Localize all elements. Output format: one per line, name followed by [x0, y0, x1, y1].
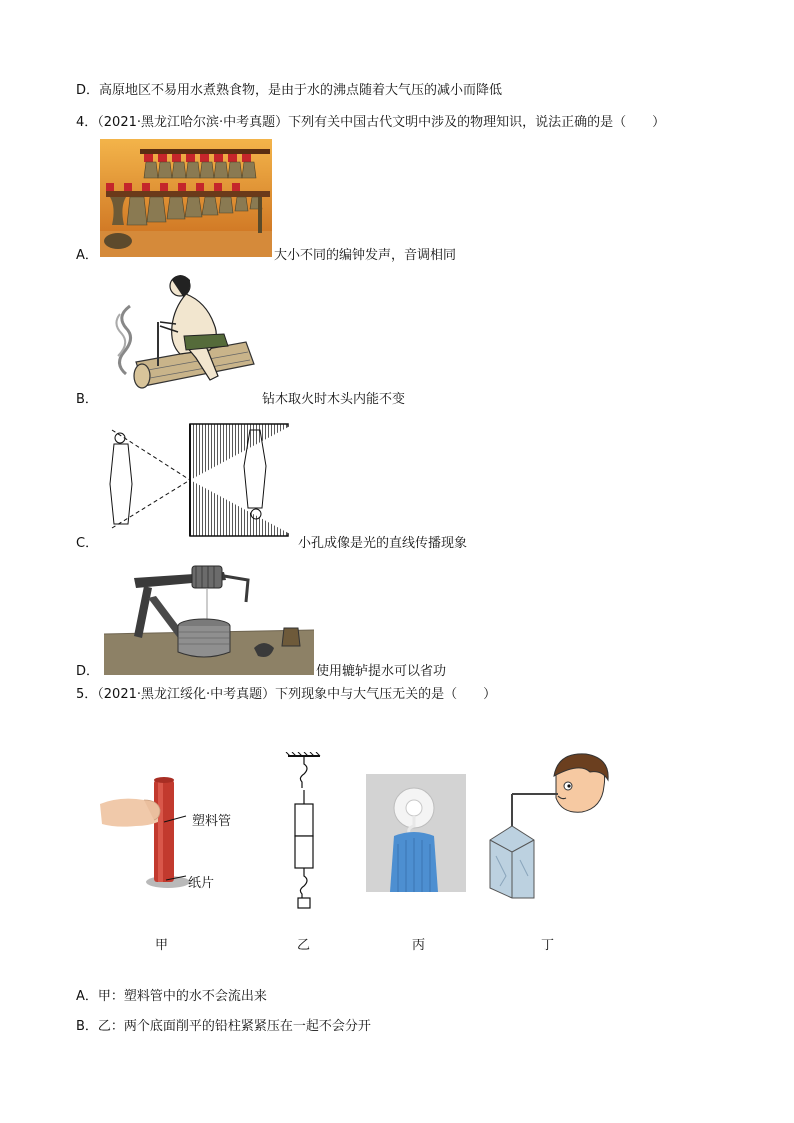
label-paper-sheet: 纸片 [188, 876, 215, 891]
q4-option-c-text: 小孔成像是光的直线传播现象 [298, 536, 468, 551]
q4-option-a-letter: A． [76, 248, 98, 263]
q4-option-d-text: 使用辘轳提水可以省功 [316, 664, 447, 679]
label-plastic-tube: 塑料管 [192, 814, 232, 829]
windlass-well-image [104, 558, 314, 675]
q4-option-d-letter: D． [76, 664, 100, 679]
question-5-stem: 5．（2021·黑龙江绥化·中考真题）下列现象中与大气压无关的是（ ） [76, 687, 497, 702]
q4-option-b-letter: B． [76, 392, 98, 407]
figure-bing-suction-hook-image [366, 774, 466, 892]
q4-option-c-letter: C． [76, 536, 99, 551]
caption-yi: 乙 [297, 938, 311, 953]
bianzhong-bells-image [100, 139, 272, 257]
q5-option-b: B．乙：两个底面削平的铅柱紧紧压在一起不会分开 [76, 1019, 371, 1034]
caption-ding: 丁 [541, 938, 555, 953]
q4-option-b-text: 钻木取火时木头内能不变 [262, 392, 406, 407]
q4-option-a-text: 大小不同的编钟发声，音调相同 [274, 248, 457, 263]
caption-bing: 丙 [412, 938, 426, 953]
drilling-wood-fire-image [100, 266, 260, 396]
figure-ding-drinking-straw-image [484, 752, 610, 902]
prev-option-d: D．高原地区不易用水煮熟食物，是由于水的沸点随着大气压的减小而降低 [76, 83, 503, 98]
figure-jia-tube-image [100, 752, 260, 902]
pinhole-imaging-image [100, 420, 292, 540]
caption-jia: 甲 [155, 938, 169, 953]
question-4-stem: 4．（2021·黑龙江哈尔滨·中考真题）下列有关中国古代文明中涉及的物理知识，说法正确的是（ ） [76, 115, 666, 130]
figure-yi-lead-cylinders-image [284, 752, 324, 914]
q5-option-a: A．甲：塑料管中的水不会流出来 [76, 989, 267, 1004]
